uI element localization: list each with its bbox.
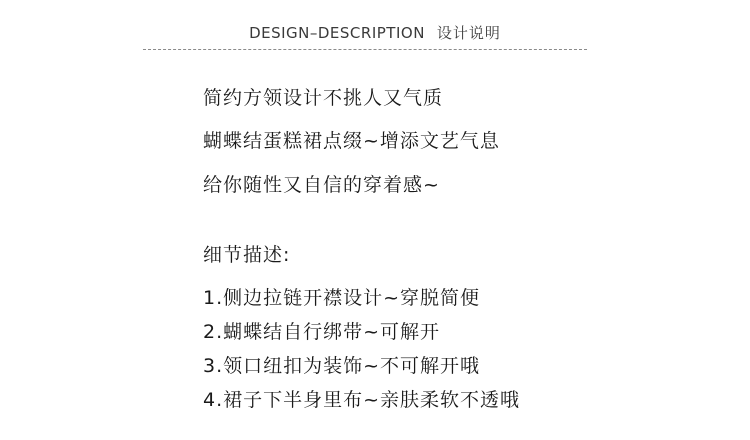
section-header	[0, 22, 750, 43]
intro-line-1: 简约方领设计不挑人又气质	[203, 87, 444, 109]
detail-item-1: 1.侧边拉链开襟设计~穿脱简便	[203, 287, 481, 309]
dashed-divider	[143, 49, 587, 50]
detail-item-2: 2.蝴蝶结自行绑带~可解开	[203, 321, 441, 343]
header-title-cn: 设计说明	[436, 24, 501, 42]
details-heading: 细节描述:	[203, 244, 291, 266]
detail-item-3: 3.领口纽扣为装饰~不可解开哦	[203, 355, 481, 377]
header-title-en: DESIGN–DESCRIPTION	[249, 24, 425, 42]
intro-line-2: 蝴蝶结蛋糕裙点缀~增添文艺气息	[203, 130, 500, 152]
intro-line-3: 给你随性又自信的穿着感~	[203, 174, 440, 196]
detail-item-4: 4.裙子下半身里布~亲肤柔软不透哦	[203, 389, 521, 411]
